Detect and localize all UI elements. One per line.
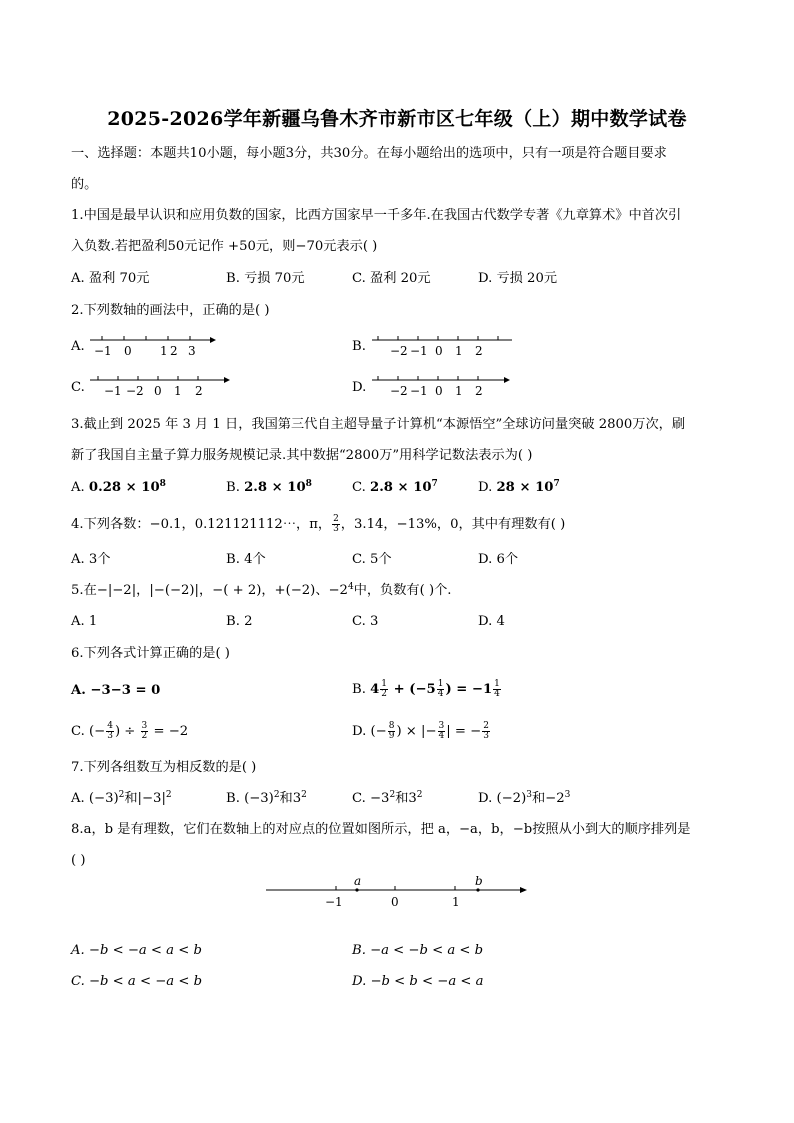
q4-fraction: $\frac{2}{3}$ — [333, 514, 339, 534]
q5-option-b: B. 2 — [226, 614, 253, 629]
q2-axis-d-label-0: 0 — [435, 384, 443, 398]
q2-axis-c-label-2: 2 — [195, 384, 203, 398]
q1-option-b: B. 亏损 70元 — [226, 271, 305, 286]
q2-axis-a-label-2: 2 — [170, 344, 178, 358]
q7-option-d: D. $(-2)^3$和$-2^3$ — [478, 790, 571, 806]
q2-axis-a-label-3: 3 — [188, 344, 196, 358]
q2-option-d-letter: D. — [352, 380, 367, 395]
q5-stem: 5.在−|−2|，|−(−2)|，−( + 2)，+(−2)、$-2^4$中，负数有( )个. — [71, 582, 452, 598]
q2-axis-c-label-0: 0 — [154, 384, 162, 398]
q2-option-c-letter: C. — [71, 380, 85, 395]
q8-option-d: D. −b < b < −a < a — [352, 974, 484, 989]
q2-axis-d-label-1: 1 — [455, 384, 463, 398]
q2-axis-b-label-1: 1 — [455, 344, 463, 358]
q2-axis-d — [368, 372, 516, 402]
q2-axis-a-label-neg1: −1 — [94, 344, 112, 358]
q8-label-a: a — [354, 874, 362, 888]
q6-option-a: A. −3−3 = 0 — [71, 683, 161, 698]
q2-axis-a-label-1: 1 — [160, 344, 168, 358]
q8-number-line — [262, 872, 534, 912]
q3-option-b: B. $2.8 \times 10^8$ — [226, 479, 312, 495]
q3-option-d: D. $28 \times 10^7$ — [478, 479, 560, 495]
q7-option-a: A. $(-3)^2$和$|-3|^2$ — [71, 790, 172, 806]
q2-axis-d-label-2: 2 — [475, 384, 483, 398]
q4-option-a: A. 3个 — [71, 552, 111, 567]
section-heading-line2: 的。 — [71, 177, 98, 192]
q3-option-a: A. $0.28 \times 10^8$ — [71, 479, 166, 495]
q2-axis-a — [86, 332, 218, 362]
q2-option-b-letter: B. — [352, 339, 366, 354]
q1-option-d: D. 亏损 20元 — [478, 271, 558, 286]
q6-option-b: B. 4 $\frac{1}{2}$ + (−5 $\frac{1}{4}$ ) = −1 $\frac{1}{4}$ — [352, 679, 500, 699]
section-heading-line1: 一、选择题：本题共10小题，每小题3分，共30分。在每小题给出的选项中，只有一项是符合题目要求 — [71, 146, 667, 161]
q8-label-b: b — [475, 874, 483, 888]
q2-axis-c — [86, 372, 236, 402]
q2-stem: 2.下列数轴的画法中，正确的是( ) — [71, 303, 270, 318]
q2-axis-b-label-neg1: −1 — [410, 344, 428, 358]
q4-option-d: D. 6个 — [478, 552, 519, 567]
q2-axis-d-label-neg2: −2 — [390, 384, 408, 398]
q2-axis-b — [368, 332, 516, 362]
q8-option-c: C. −b < a < −a < b — [71, 974, 203, 989]
q2-axis-c-label-1: 1 — [174, 384, 182, 398]
q8-point-b — [476, 888, 479, 891]
q4-option-b: B. 4个 — [226, 552, 266, 567]
q4-option-c: C. 5个 — [352, 552, 392, 567]
q2-axis-d-label-neg1: −1 — [410, 384, 428, 398]
q5-option-a: A. 1 — [71, 614, 98, 629]
q2-axis-a-label-0: 0 — [124, 344, 132, 358]
q2-axis-b-label-0: 0 — [435, 344, 443, 358]
q2-axis-c-label-neg1: −1 — [104, 384, 122, 398]
q8-line2: ( ) — [71, 853, 86, 868]
q4-stem: 4.下列各数：−0.1，0.121121112⋯，π， $\frac{2}{3}$ ，3.14，−13%，0，其中有理数有( ) — [71, 514, 566, 534]
q1-line1: 1.中国是最早认识和应用负数的国家，比西方国家早一千多年.在我国古代数学专著《九章算术》中首次引 — [71, 208, 682, 223]
q6-stem: 6.下列各式计算正确的是( ) — [71, 646, 230, 661]
q1-option-c: C. 盈利 20元 — [352, 271, 431, 286]
q8-option-a: A. −b < −a < a < b — [71, 943, 202, 958]
q1-line2: 入负数.若把盈利50元记作 +50元，则−70元表示( ) — [71, 239, 378, 254]
q2-axis-c-label-neg2: −2 — [126, 384, 144, 398]
q3-line2: 新了我国自主量子算力服务规模记录.其中数据“2800万”用科学记数法表示为( ) — [71, 448, 533, 463]
q3-line1: 3.截止到 2025 年 3 月 1 日，我国第三代自主超导量子计算机“本源悟空”全球访问量突破 2800万次，刷 — [71, 417, 686, 432]
q1-option-a: A. 盈利 70元 — [71, 271, 150, 286]
q8-line1: 8.a，b 是有理数，它们在数轴上的对应点的位置如图所示，把 a，−a，b，−b按照从小到大的顺序排列是 — [71, 822, 691, 837]
q2-axis-b-label-2: 2 — [475, 344, 483, 358]
q3-option-c: C. $2.8 \times 10^7$ — [352, 479, 438, 495]
q8-label-0: 0 — [391, 895, 399, 909]
q6-option-d: D. (− $\frac{8}{9}$ ) × |− $\frac{3}{4}$ | = − $\frac{2}{3}$ — [352, 721, 489, 741]
q5-option-d: D. 4 — [478, 614, 505, 629]
q6-option-c: C. (− $\frac{4}{3}$ ) ÷ $\frac{3}{2}$ = −2 — [71, 721, 189, 741]
q8-label-neg1: −1 — [325, 895, 343, 909]
q7-option-b: B. $(-3)^2$和$3^2$ — [226, 790, 307, 806]
q8-option-b: B. −a < −b < a < b — [352, 943, 484, 958]
q5-option-c: C. 3 — [352, 614, 379, 629]
q7-stem: 7.下列各组数互为相反数的是( ) — [71, 760, 257, 775]
q8-point-a — [355, 888, 358, 891]
q7-option-c: C. $-3^2$和$3^2$ — [352, 790, 423, 806]
exam-title: 2025-2026学年新疆乌鲁木齐市新市区七年级（上）期中数学试卷 — [107, 108, 687, 130]
q8-label-1: 1 — [452, 895, 460, 909]
q2-option-a-letter: A. — [71, 339, 85, 354]
q2-axis-b-label-neg2: −2 — [390, 344, 408, 358]
